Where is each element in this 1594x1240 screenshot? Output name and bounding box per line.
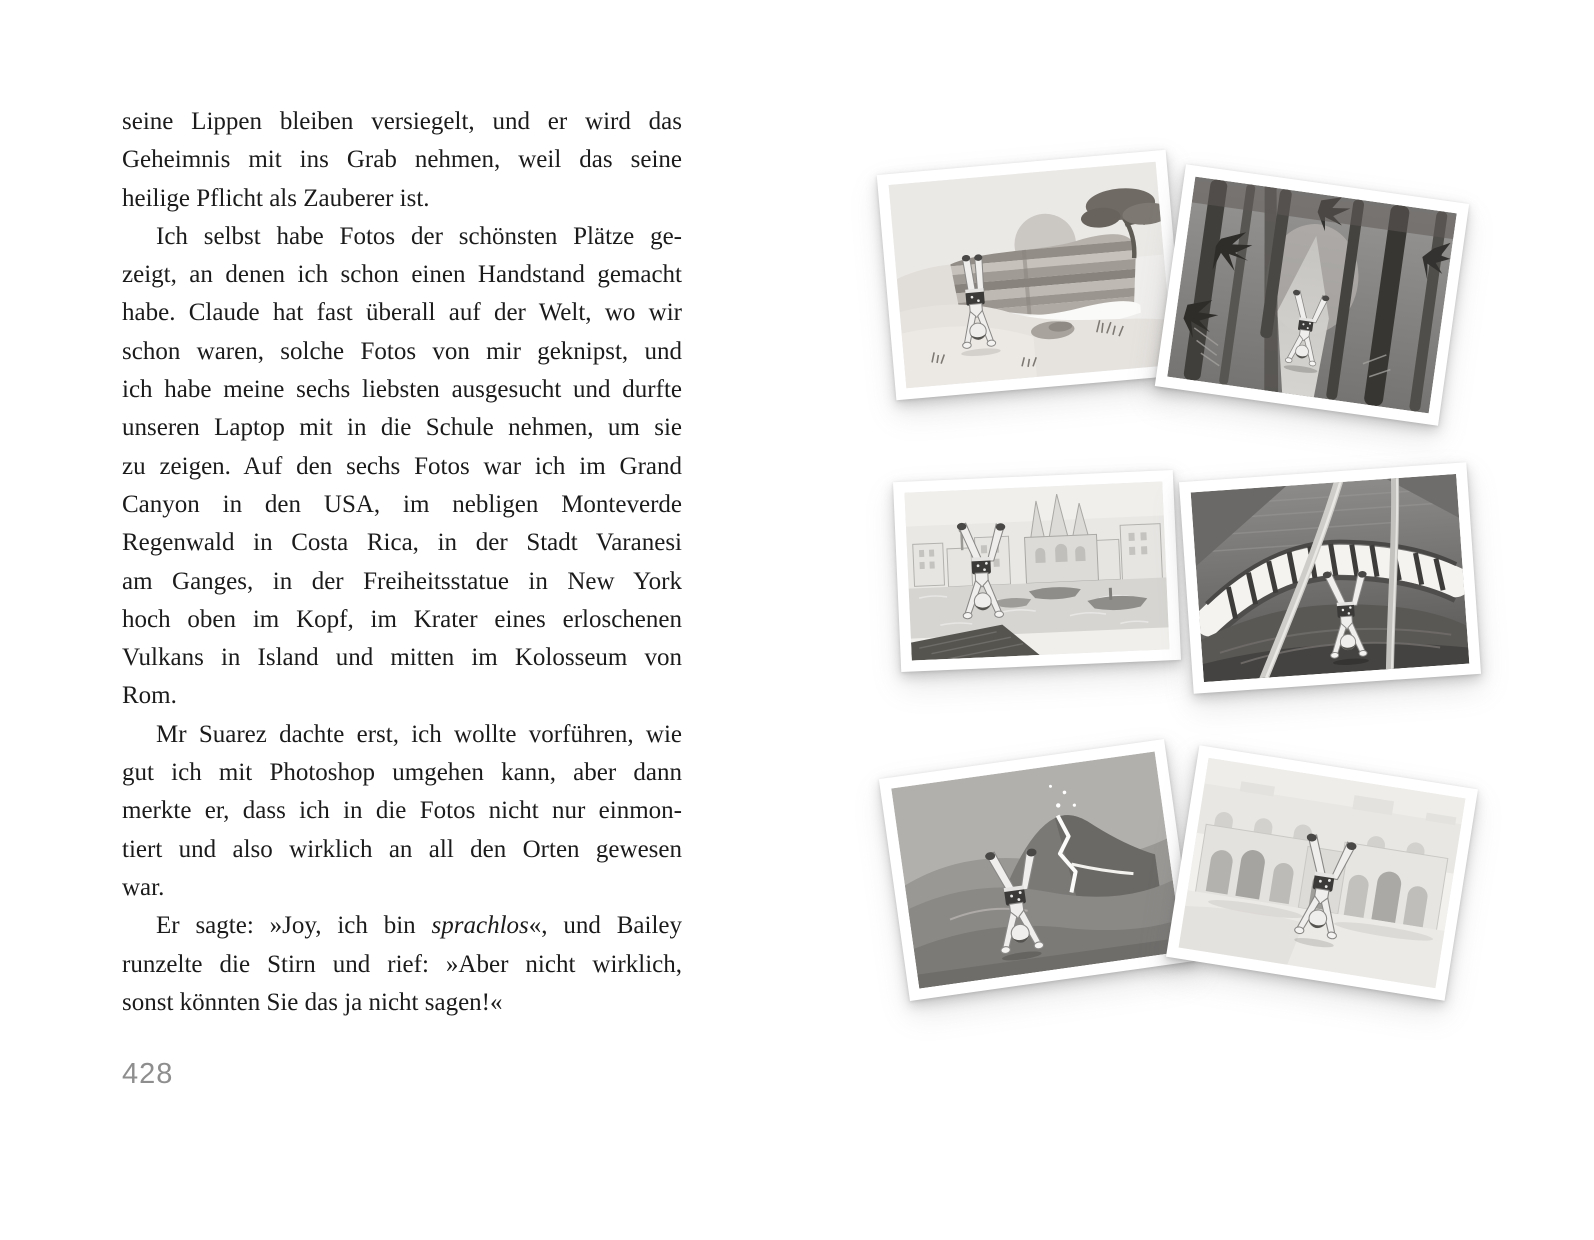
photo-statue-of-liberty <box>1179 462 1481 694</box>
text-line: Canyon in den USA, im nebligen Monteverde <box>122 490 682 518</box>
grand-canyon-illustration <box>889 162 1174 389</box>
photo-volcano-iceland <box>879 739 1195 1001</box>
varanasi-illustration <box>904 481 1169 660</box>
text-line: zeigt, an denen ich schon einen Handstand gemacht <box>122 261 682 289</box>
text-line: unseren Laptop mit in die Schule nehmen, um sie <box>122 414 682 442</box>
text-line: schon waren, solche Fotos von mir geknipst, und <box>122 337 682 365</box>
text-line: Ich selbst habe Fotos der schönsten Plätze ge- <box>156 222 682 250</box>
volcano-illustration <box>891 751 1183 988</box>
colosseum-illustration <box>1179 758 1466 988</box>
text-line: sonst könnten Sie das ja nicht sagen!« <box>122 988 503 1016</box>
text-line: merkte er, dass ich in die Fotos nicht nur einmon- <box>122 797 682 825</box>
text-line: seine Lippen bleiben versiegelt, und er wird das <box>122 108 682 135</box>
photo-grand-canyon <box>877 150 1186 400</box>
text-line: am Ganges, in der Freiheitsstatue in New York <box>122 567 682 595</box>
text-line: ich habe meine sechs liebsten ausgesucht und durfte <box>122 376 682 404</box>
text-line: gut ich mit Photoshop umgehen kann, aber dann <box>122 759 682 787</box>
text-line: habe. Claude hat fast überall auf der Welt, wo wir <box>122 299 682 327</box>
rainforest-illustration <box>1167 177 1457 414</box>
text-line: Regenwald in Costa Rica, in der Stadt Varanesi <box>122 529 682 557</box>
text-line: Vulkans in Island und mitten im Kolosseum von <box>122 644 682 672</box>
text-line: heilige Pflicht als Zauberer ist. <box>122 184 430 212</box>
statue-of-liberty-illustration <box>1191 474 1470 682</box>
text-line: zu zeigen. Auf den sechs Fotos war ich im Grand <box>122 452 682 480</box>
photo-varanasi-ganges <box>893 470 1181 672</box>
text-line: Er sagte: »Joy, ich bin sprachlos«, und Bailey <box>156 912 682 940</box>
text-line: Geheimnis mit ins Grab nehmen, weil das seine <box>122 146 682 174</box>
body-text <box>122 103 682 1022</box>
text-line: runzelte die Stirn und rief: »Aber nicht wirklich, <box>122 950 682 978</box>
text-line: tiert und also wirklich an all den Orten gewesen <box>122 835 682 863</box>
page-number: 428 <box>122 1058 174 1090</box>
text-line: hoch oben im Kopf, im Krater eines erloschenen <box>122 605 682 633</box>
photo-colosseum-rome <box>1166 745 1478 1000</box>
text-line: Mr Suarez dachte erst, ich wollte vorführen, wie <box>156 720 682 748</box>
text-line: war. <box>122 873 165 901</box>
text-line: Rom. <box>122 682 177 710</box>
photo-monteverde-rainforest <box>1155 164 1469 426</box>
